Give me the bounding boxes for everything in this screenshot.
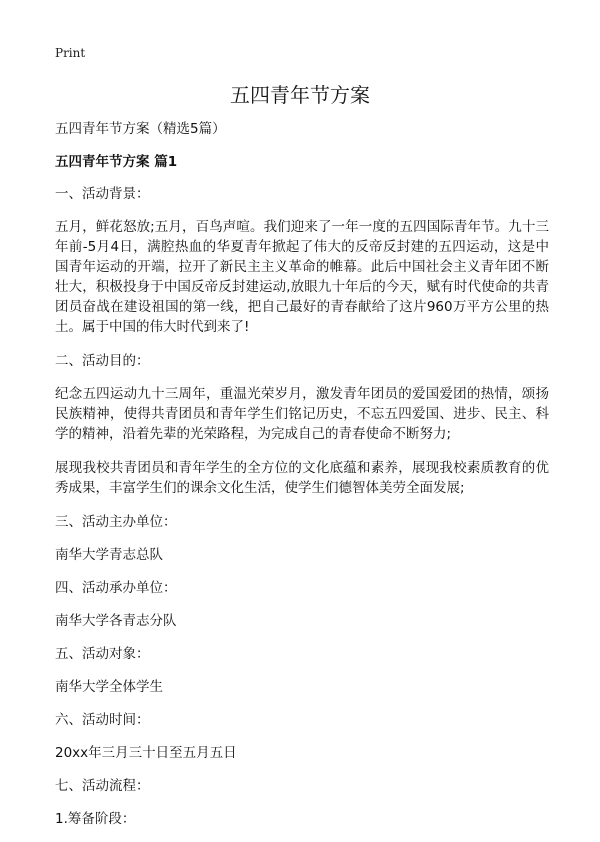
section-title: 五四青年节方案 篇1	[55, 154, 178, 170]
heading-host: 四、活动承办单位：	[55, 580, 177, 596]
heading-audience: 五、活动对象：	[55, 646, 150, 662]
organizer-value: 南华大学青志总队	[55, 547, 163, 563]
heading-background: 一、活动背景：	[55, 186, 150, 202]
paragraph-background: 五月，鲜花怒放;五月，百鸟声喧。我们迎来了一年一度的五四国际青年节。九十三年前-5月4日，满腔热血的华夏青年掀起了伟大的反帝反封建的五四运动，这是中国青年运动的开端，拉开了新民主主义革命的帷幕。此后中国社会主义青年团不断壮大，积极投身于中国反帝反封建运动,放眼九十年后的今天，赋有时代使命的共青团员奋战在建设祖国的第一线，把自己最好的青春献给了这片960万平方公里的热土。属于中国的伟大时代到来了!	[55, 219, 549, 335]
paragraph-purpose-1: 纪念五四运动九十三周年，重温光荣岁月，激发青年团员的爱国爱团的热情，颂扬民族精神，使得共青团员和青年学生们铭记历史，不忘五四爱国、进步、民主、科学的精神，沿着先辈的光荣路程，为完成自己的青春使命不断努力;	[55, 386, 549, 442]
document-subtitle: 五四青年节方案（精选5篇）	[55, 121, 226, 137]
process-step-1: 1.筹备阶段：	[55, 811, 136, 827]
document-title: 五四青年节方案	[230, 83, 370, 107]
time-value: 20xx年三月三十日至五月五日	[55, 745, 237, 761]
host-value: 南华大学各青志分队	[55, 613, 177, 629]
audience-value: 南华大学全体学生	[55, 679, 163, 695]
heading-time: 六、活动时间：	[55, 712, 150, 728]
document-body	[55, 119, 549, 842]
heading-organizer: 三、活动主办单位：	[55, 514, 177, 530]
paragraph-purpose-2: 展现我校共青团员和青年学生的全方位的文化底蕴和素养，展现我校素质教育的优秀成果，丰富学生们的课余文化生活，使学生们德智体美劳全面发展;	[55, 460, 549, 496]
heading-purpose: 二、活动目的：	[55, 353, 150, 369]
print-link[interactable]: Print	[55, 46, 86, 60]
heading-process: 七、活动流程：	[55, 778, 150, 794]
